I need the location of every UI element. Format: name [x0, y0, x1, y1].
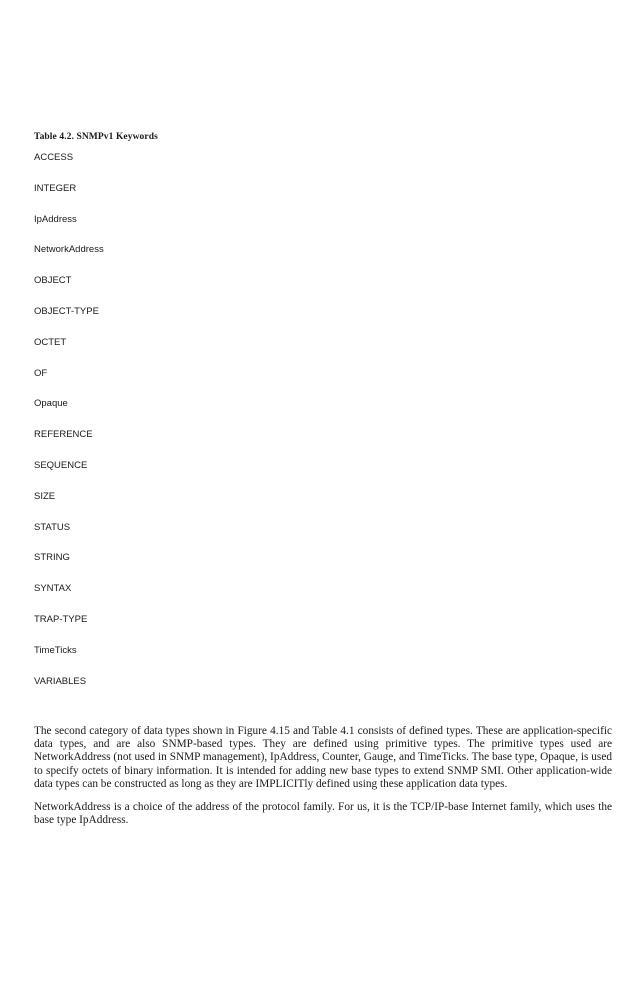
- keyword-item: SEQUENCE: [34, 459, 88, 471]
- keyword-item: OBJECT: [34, 275, 72, 287]
- keyword-item: TimeTicks: [34, 644, 77, 656]
- paragraph-network-address: NetworkAddress is a choice of the address of the protocol family. For us, it is the TCP/IP-base Internet family, which uses the base type IpAddress.: [34, 801, 612, 827]
- keyword-item: IpAddress: [34, 213, 77, 225]
- keyword-item: ACCESS: [34, 152, 74, 163]
- keyword-item: VARIABLES: [34, 675, 87, 687]
- keyword-item: SYNTAX: [34, 583, 72, 595]
- table-caption: Table 4.2. SNMPv1 Keywords: [34, 132, 158, 142]
- keyword-item: STATUS: [34, 521, 71, 533]
- keyword-item: INTEGER: [34, 182, 77, 194]
- keyword-list: [34, 150, 104, 704]
- keyword-item: OCTET: [34, 336, 67, 348]
- keyword-item: SIZE: [34, 490, 56, 502]
- keyword-item: TRAP-TYPE: [34, 613, 88, 625]
- keyword-item: NetworkAddress: [34, 244, 104, 256]
- body-text: [34, 725, 612, 837]
- keyword-item: STRING: [34, 552, 70, 564]
- paragraph-defined-types: The second category of data types shown in Figure 4.15 and Table 4.1 consists of defined types. These are application-specific data types, and are also SNMP-based types. They are defined using primitive types. The primitive types used are NetworkAddress (not used in SNMP management), IpAddress, Counter, Gauge, and TimeTicks. The base type, Opaque, is used to specify octets of binary information. It is intended for adding new base types to extend SNMP SMI. Other application-wide data types can be constructed as long as they are IMPLICITly defined using these application data types.: [34, 725, 612, 790]
- keyword-item: OF: [34, 367, 48, 379]
- keyword-item: Opaque: [34, 398, 68, 410]
- keyword-item: REFERENCE: [34, 429, 93, 441]
- keyword-item: OBJECT-TYPE: [34, 305, 99, 317]
